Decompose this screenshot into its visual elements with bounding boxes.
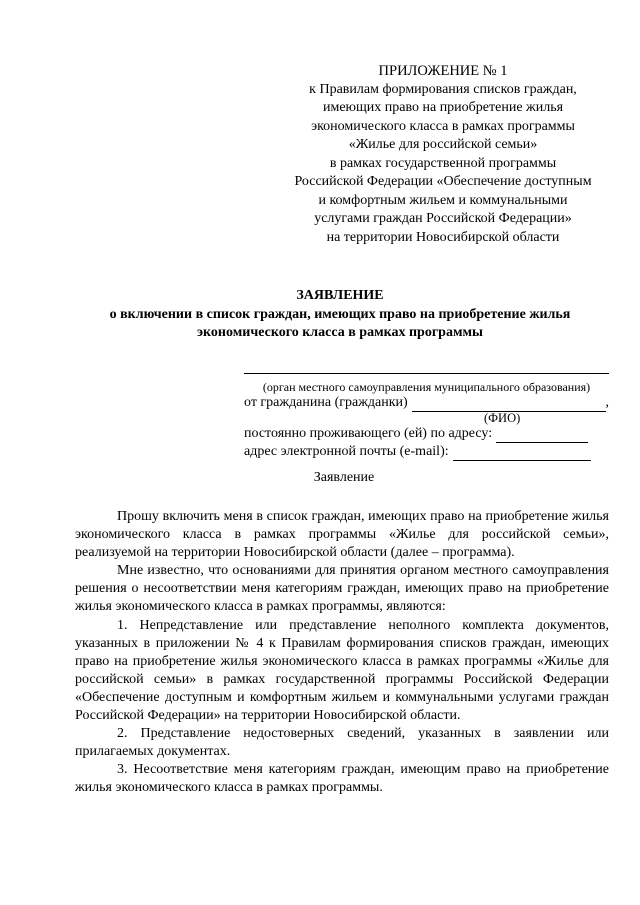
appendix-line: Российской Федерации «Обеспечение доступным (294, 174, 592, 189)
appendix-line: к Правилам формирования списков граждан, (309, 81, 577, 97)
title-line: о включении в список граждан, имеющих право на приобретение жилья (109, 306, 571, 322)
addressee-block (244, 365, 609, 461)
appendix-line: экономического класса в рамках программы (311, 118, 575, 134)
document-title (40, 287, 640, 343)
address-field[interactable] (496, 428, 588, 443)
org-caption: (орган местного самоуправления муниципального образования) (262, 380, 591, 394)
address-row (244, 425, 609, 443)
appendix-line: имеющих право на приобретение жилья (322, 100, 564, 115)
appendix-line: в рамках государственной программы (329, 155, 557, 171)
fio-caption: (ФИО) (484, 411, 521, 425)
from-suffix: , (605, 395, 609, 410)
appendix-header (278, 62, 608, 247)
paragraph: Мне известно, что основаниями для принятия органом местного самоуправления решения о несоответствии меня категориям граждан, имеющих право на приобретение жилья экономического класса в рамках программы, являются: (75, 563, 609, 615)
email-label: адрес электронной почты (e-mail): (244, 444, 449, 459)
title-heading: ЗАЯВЛЕНИЕ (296, 288, 384, 303)
title-line: экономического класса в рамках программы (197, 325, 483, 340)
appendix-line: и комфортным жильем и коммунальными (318, 192, 568, 208)
from-row (244, 394, 609, 412)
appendix-line: на территории Новосибирской области (326, 229, 560, 245)
appendix-title: ПРИЛОЖЕНИЕ № 1 (378, 63, 508, 79)
appendix-line: услугами граждан Российской Федерации» (314, 211, 572, 226)
appendix-line: «Жилье для российской семьи» (348, 137, 538, 152)
paragraph: 2. Представление недостоверных сведений, указанных в заявлении или прилагаемых документах. (75, 726, 609, 760)
paragraph: Прошу включить меня в список граждан, имеющих право на приобретение жилья экономического класса в рамках программы «Жилье для российской семьи», реализуемой на территории Новосибирской области (далее – программа). (75, 509, 609, 561)
statement-subtitle: Заявление (313, 470, 375, 485)
statement-body (75, 508, 609, 798)
email-field[interactable] (453, 446, 591, 461)
org-name-field[interactable] (244, 365, 609, 374)
paragraph: 3. Несоответствие меня категориям граждан, имеющим право на приобретение жилья экономического класса в рамках программы. (75, 762, 609, 796)
paragraph: 1. Непредставление или представление неполного комплекта документов, указанных в приложении № 4 к Правилам формирования списков граждан, имеющих право на приобретение жилья экономического класса в рамках программы «Жилье для российской семьи» в рамках государственной программы Российской Федерации «Обеспечение доступным и комфортным жильем и коммунальными услугами граждан Российской Федерации» на территории Новосибирской области. (75, 617, 609, 724)
address-label: постоянно проживающего (ей) по адресу: (244, 426, 493, 441)
email-row (244, 443, 609, 461)
from-label: от гражданина (гражданки) (244, 395, 408, 410)
fio-field[interactable] (412, 397, 606, 412)
